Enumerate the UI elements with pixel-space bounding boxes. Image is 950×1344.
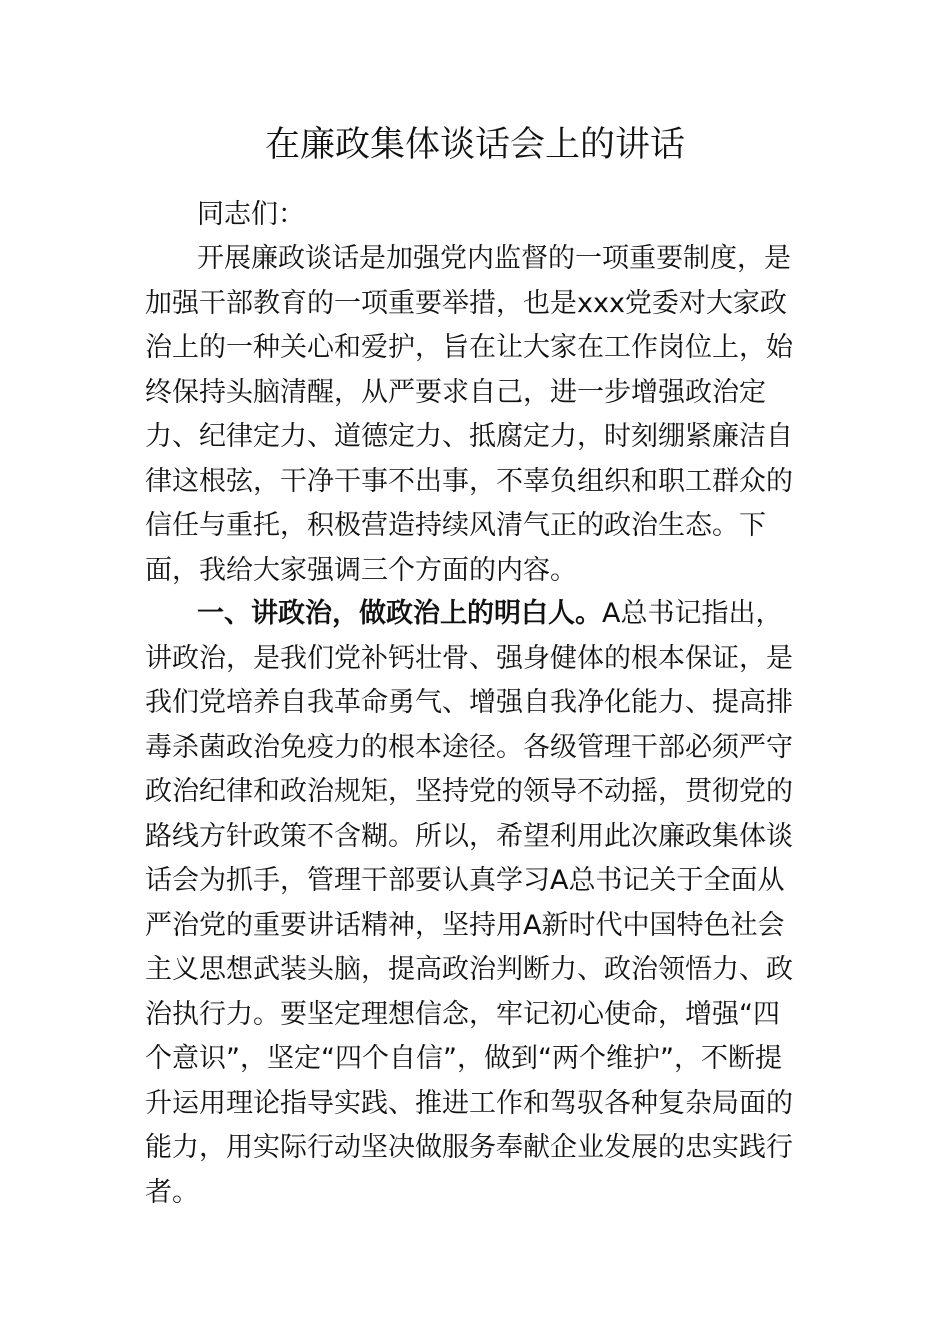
paragraph-intro: 开展廉政谈话是加强党内监督的一项重要制度，是加强干部教育的一项重要举措，也是xxx党委对大家政治上的一种关心和爱护，旨在让大家在工作岗位上，始终保持头脑清醒，从严要求自己，进一步增强政治定力、纪律定力、道德定力、抵腐定力，时刻绷紧廉洁自律这根弦，干净干事不出事，不辜负组织和职工群众的信任与重托，积极营造持续风清气正的政治生态。下面，我给大家强调三个方面的内容。 [145,243,793,586]
paragraph-section-one [145,592,805,1215]
section-one-body: A总书记指出，讲政治，是我们党补钙壮骨、强身健体的根本保证，是我们党培养自我革命勇气、增强自我净化能力、提高排毒杀菌政治免疫力的根本途径。各级管理干部必须严守政治纪律和政治规矩，坚持党的领导不动摇，贯彻党的路线方针政策不含糊。所以，希望利用此次廉政集体谈话会为抓手，管理干部要认真学习A总书记关于全面从严治党的重要讲话精神，坚持用A新时代中国特色社会主义思想武装头脑，提高政治判断力、政治领悟力、政治执行力。要坚定理想信念，牢记初心使命，增强“四个意识”，坚定“四个自信”，做到“两个维护”，不断提升运用理论指导实践、推进工作和驾驭各种复杂局面的能力，用实际行动坚决做服务奉献企业发展的忠实践行者。 [145,598,793,1208]
section-one-heading: 一、讲政治，做政治上的明白人。 [197,598,602,629]
document-title: 在廉政集体谈话会上的讲话 [264,125,685,165]
salutation: 同志们： [197,199,305,230]
